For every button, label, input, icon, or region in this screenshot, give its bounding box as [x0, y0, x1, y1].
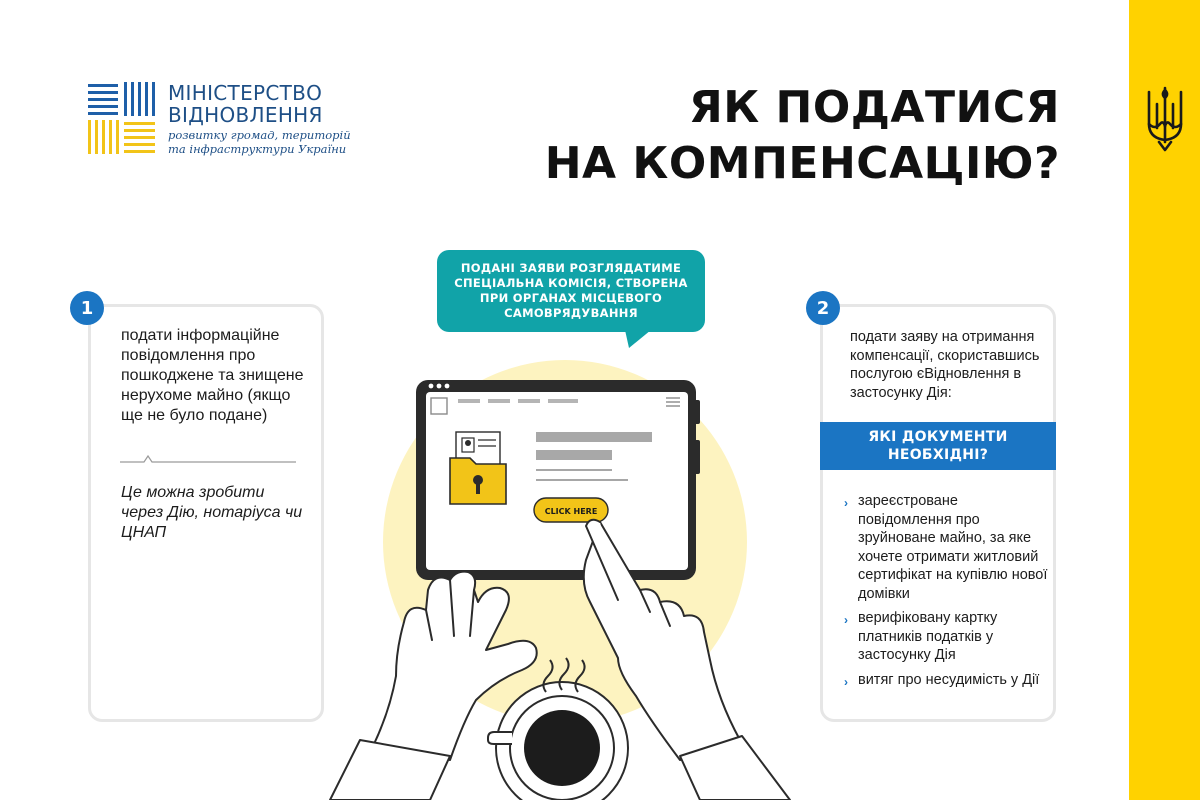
step1-badge: 1 [70, 291, 104, 325]
divider [120, 452, 296, 466]
logo-title [168, 82, 323, 126]
step1-note: Це можна зробити через Дію, нотаріуса чи ЦНАП [121, 484, 303, 541]
page-title-line2: НА КОМПЕНСАЦІЮ? [544, 138, 1060, 189]
tablet-dot [429, 384, 434, 389]
logo-subtitle [168, 128, 351, 156]
document-item [844, 671, 1050, 690]
trident-icon [1143, 84, 1187, 154]
document-item [844, 609, 1050, 665]
tablet-illustration [300, 340, 800, 800]
folder-lock-icon [450, 432, 506, 504]
tablet-dot [437, 384, 442, 389]
logo-title-line2: ВІДНОВЛЕННЯ [168, 103, 323, 127]
commission-bubble-text: ПОДАНІ ЗАЯВИ РОЗГЛЯДАТИМЕ СПЕЦІАЛЬНА КОМІСІЯ, СТВОРЕНА ПРИ ОРГАНАХ МІСЦЕВОГО САМОВРЯДУВАННЯ [454, 261, 688, 320]
document-item-text: зареєстроване повідомлення про зруйноване майно, за яке хочете отримати житловий сертифікат на купівлю нової домівки [858, 493, 1048, 602]
bubble-tail [625, 330, 651, 348]
document-item [844, 492, 1050, 603]
docs-banner [820, 422, 1056, 470]
click-here-label: CLICK HERE [544, 507, 598, 516]
logo-subtitle-line1: розвитку громад, територій [168, 128, 351, 142]
tablet-side-button [694, 400, 700, 424]
documents-list [844, 492, 1050, 695]
tablet-side-button [694, 440, 700, 474]
document-item-text: верифіковану картку платників податків у застосунку Дія [858, 610, 998, 663]
chevron-right-icon: › [844, 674, 848, 689]
page-title-line1: ЯК ПОДАТИСЯ [688, 82, 1060, 133]
step2-badge: 2 [806, 291, 840, 325]
document-item-text: витяг про несудимість у Дії [858, 671, 1040, 688]
tablet-dot [445, 384, 450, 389]
commission-bubble [437, 250, 705, 332]
step1-text: подати інформаційне повідомлення про пошкоджене та знищене нерухоме майно (якщо ще не було подане) [121, 327, 304, 424]
logo-mark-icon [88, 82, 158, 154]
page-title [545, 80, 1060, 192]
step2-text: подати заяву на отримання компенсації, скориставшись послугою єВідновлення в застосунку Дія: [850, 329, 1040, 401]
logo-title-line1: МІНІСТЕРСТВО [168, 81, 323, 105]
chevron-right-icon: › [844, 496, 848, 510]
chevron-right-icon: › [844, 613, 848, 627]
logo-subtitle-line2: та інфраструктури України [168, 142, 347, 156]
ministry-logo [88, 81, 351, 162]
docs-banner-title: ЯКІ ДОКУМЕНТИ НЕОБХІДНІ? [868, 429, 1008, 463]
